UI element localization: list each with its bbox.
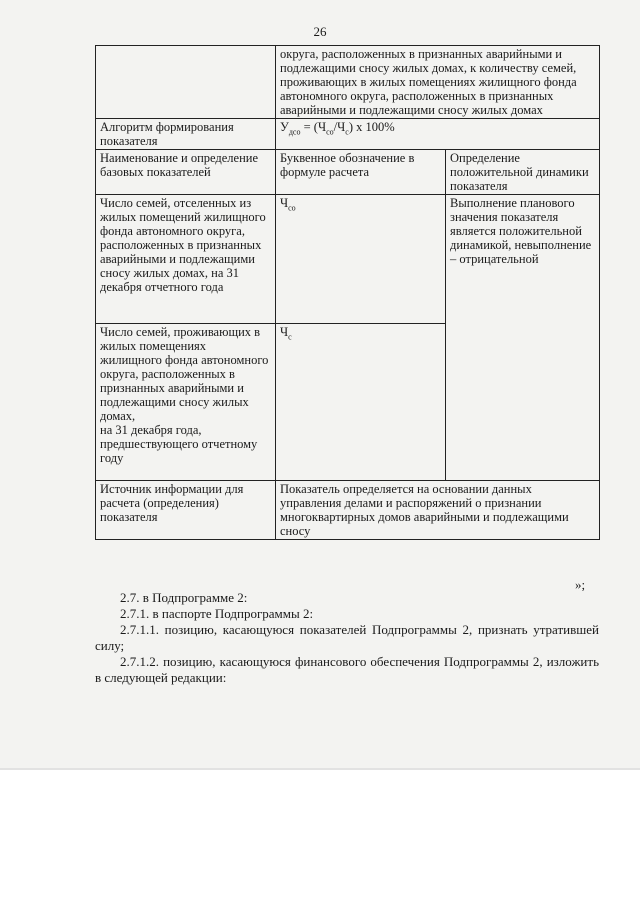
table-row: [96, 195, 600, 324]
paragraph-2-7-1-2: 2.7.1.2. позицию, касающуюся финансового обеспечения Подпрограммы 2, изложить в следующей редакции:: [95, 654, 599, 685]
table-row: [96, 119, 600, 150]
header-name: Наименование и определение базовых показателей: [96, 150, 276, 195]
row2-symbol: $Ч_с$: [276, 324, 446, 481]
table-row: [96, 481, 600, 540]
formula-cell: $У_{дсо} = (Ч_{со}/Ч_с)$ x 100%: [276, 119, 600, 150]
continuation-cell: округа, расположенных в признанных аварийными и подлежащими сносу жилых домах, к количеству семей, проживающих в жилых помещениях жилищного фонда автономного округа, расположенных в признанных аварийными и подлежащими сносу жилых домах: [276, 46, 600, 119]
source-text: Показатель определяется на основании данных управления делами и распоряжений о признании многоквартирных домов аварийными и подлежащими сносу: [276, 481, 600, 540]
algorithm-label: Алгоритм формирования показателя: [96, 119, 276, 150]
dynamics-cell: Выполнение планового значения показателя является положительной динамикой, невыполнение – отрицательной: [446, 195, 600, 481]
row2-name: Число семей, проживающих в жилых помещениях жилищного фонда автономного округа, расположенных в признанных аварийными и подлежащими сносу жилых домах, на 31 декабря года, предшествующего отчетному году: [96, 324, 276, 481]
row1-symbol: $Ч_{со}$: [276, 195, 446, 324]
empty-cell: [96, 46, 276, 119]
paragraph-2-7-1-1: 2.7.1.1. позицию, касающуюся показателей Подпрограммы 2, признать утратившей силу;: [95, 622, 599, 653]
indicator-table: [95, 45, 600, 540]
paragraph-2-7-1: 2.7.1. в паспорте Подпрограммы 2:: [120, 606, 314, 621]
row1-name: Число семей, отселенных из жилых помещений жилищного фонда автономного округа, расположенных в признанных аварийными и подлежащими сносу жилых домах, на 31 декабря отчетного года: [96, 195, 276, 324]
paragraph-2-7: 2.7. в Подпрограмме 2:: [120, 590, 248, 605]
header-symbol: Буквенное обозначение в формуле расчета: [276, 150, 446, 195]
source-label: Источник информации для расчета (определения) показателя: [96, 481, 276, 540]
header-dynamics: Определение положительной динамики показателя: [446, 150, 600, 195]
table-header-row: [96, 150, 600, 195]
closing-quote: »;: [575, 577, 586, 592]
page-number: 26: [313, 24, 327, 39]
table-row: [96, 46, 600, 119]
